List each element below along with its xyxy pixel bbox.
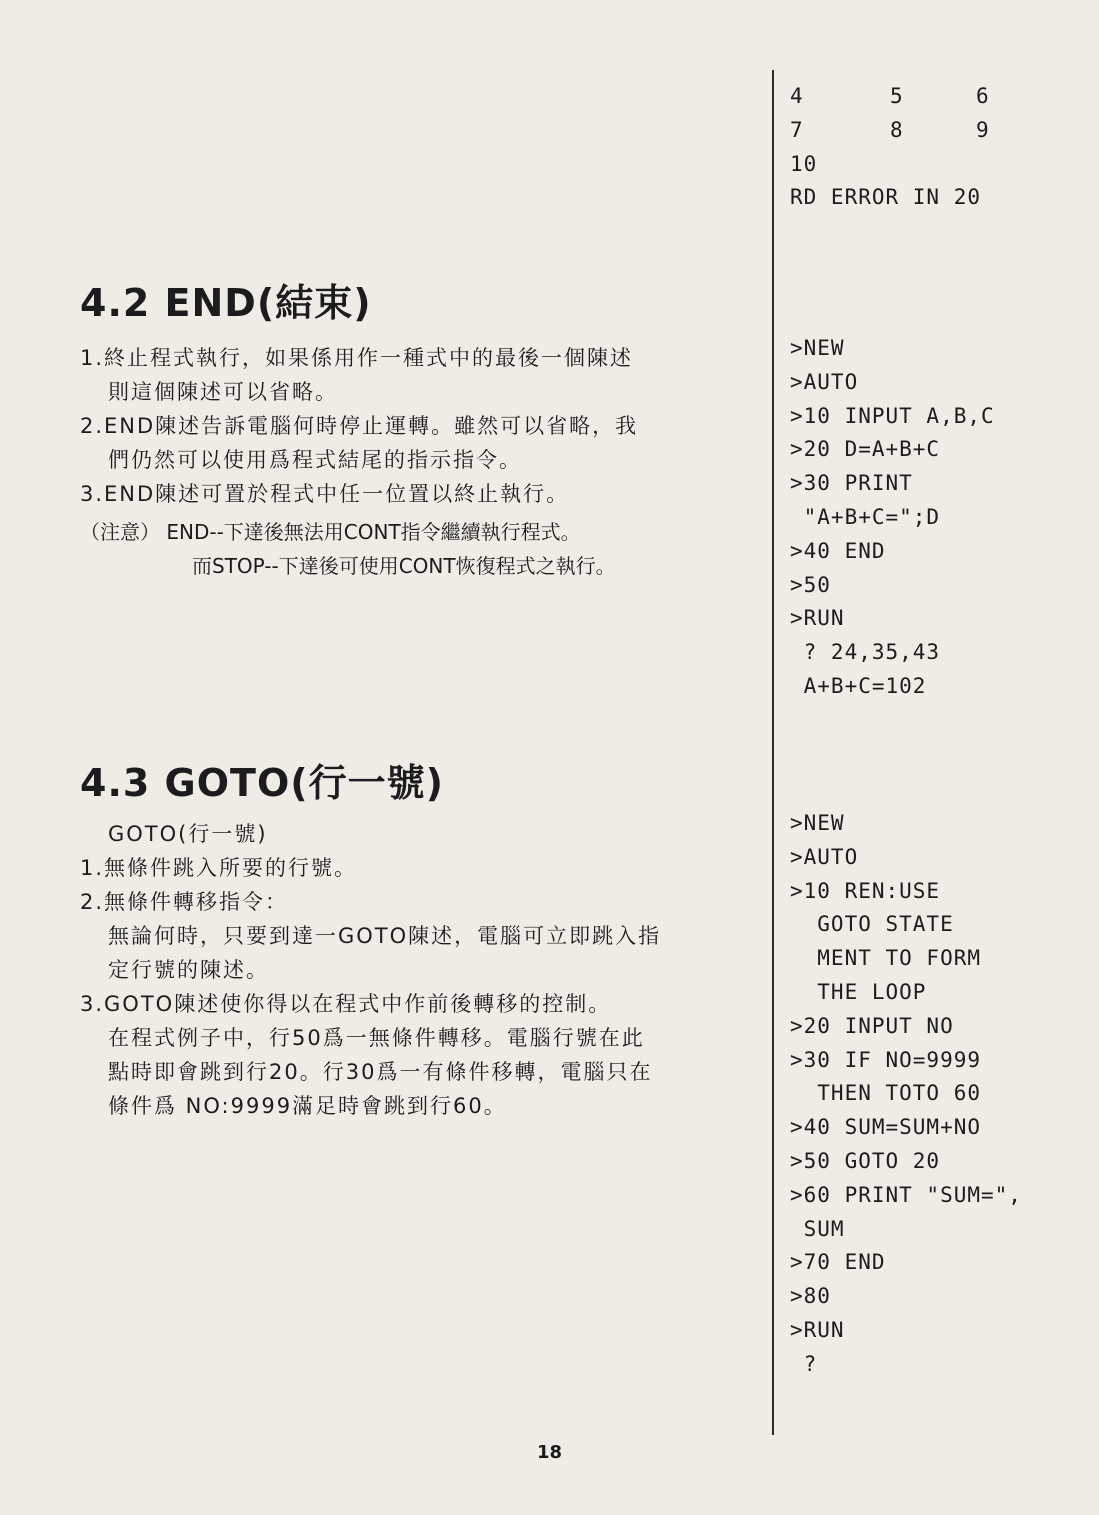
paragraph-line: 在程式例子中，行50爲一無條件轉移。電腦行號在此 bbox=[108, 1026, 645, 1050]
paragraph-line: 1.終止程式執行，如果係用作一種式中的最後一個陳述 bbox=[80, 346, 634, 370]
code-line: >NEW bbox=[790, 336, 845, 360]
code-line: >10 REN:USE bbox=[790, 878, 941, 903]
code-line: >RUN bbox=[790, 1317, 845, 1342]
code-line: >30 IF NO=9999 bbox=[790, 1047, 982, 1072]
top-code-block bbox=[790, 80, 1090, 215]
code-line: 10 bbox=[790, 151, 818, 176]
code-line: >AUTO bbox=[790, 844, 859, 869]
goto-code-block bbox=[790, 807, 1090, 1382]
code-line: >80 bbox=[790, 1284, 831, 1309]
paragraph-line: GOTO(行一號) bbox=[108, 822, 268, 846]
code-line: RD ERROR IN 20 bbox=[790, 185, 982, 210]
note-line: 而STOP--下達後可使用CONT恢復程式之執行。 bbox=[192, 554, 616, 578]
code-line: >RUN bbox=[790, 606, 845, 631]
code-line: THE LOOP bbox=[790, 979, 927, 1004]
paragraph-line: 們仍然可以使用爲程式結尾的指示指令。 bbox=[108, 448, 522, 472]
code-line: 4 5 6 bbox=[790, 84, 990, 108]
code-line: >20 INPUT NO bbox=[790, 1013, 954, 1038]
code-line: >30 PRINT bbox=[790, 471, 913, 496]
paragraph-line: 3.GOTO陳述使你得以在程式中作前後轉移的控制。 bbox=[80, 992, 612, 1016]
code-line: >NEW bbox=[790, 811, 845, 835]
code-line: "A+B+C=";D bbox=[790, 504, 941, 529]
column-divider bbox=[772, 70, 774, 1435]
code-line: >50 bbox=[790, 572, 831, 597]
note-line: （注意） END--下達後無法用CONT指令繼續執行程式。 bbox=[80, 520, 581, 544]
code-line: >20 D=A+B+C bbox=[790, 437, 941, 462]
code-line: >40 END bbox=[790, 538, 886, 563]
code-line: ? bbox=[790, 1351, 818, 1376]
code-line: MENT TO FORM bbox=[790, 946, 982, 971]
code-line: >AUTO bbox=[790, 369, 859, 394]
paragraph-line: 3.END陳述可置於程式中任一位置以終止執行。 bbox=[80, 482, 570, 506]
paragraph-line: 則這個陳述可以省略。 bbox=[108, 380, 338, 404]
code-line: A+B+C=102 bbox=[790, 673, 927, 698]
code-line: SUM bbox=[790, 1216, 845, 1241]
paragraph-line: 2.無條件轉移指令： bbox=[80, 890, 289, 914]
paragraph-line: 1.無條件跳入所要的行號。 bbox=[80, 856, 358, 880]
code-line: >70 END bbox=[790, 1250, 886, 1275]
code-line: >10 INPUT A,B,C bbox=[790, 403, 995, 428]
code-line: ? 24,35,43 bbox=[790, 640, 941, 665]
code-line: >50 GOTO 20 bbox=[790, 1148, 941, 1173]
code-line: >40 SUM=SUM+NO bbox=[790, 1115, 982, 1140]
note-label: （注意） bbox=[80, 520, 160, 544]
section-goto bbox=[80, 752, 760, 1123]
paragraph-line: 條件爲 NO:9999滿足時會跳到行60。 bbox=[108, 1094, 507, 1118]
section-title: 4.2 END(結束) bbox=[80, 281, 372, 325]
code-line: GOTO STATE bbox=[790, 912, 954, 937]
code-line: >60 PRINT "SUM=", bbox=[790, 1182, 1022, 1207]
code-line: 7 8 9 bbox=[790, 117, 990, 142]
paragraph-line: 定行號的陳述。 bbox=[108, 958, 269, 982]
section-end bbox=[80, 272, 760, 583]
paragraph-line: 2.END陳述告訴電腦何時停止運轉。雖然可以省略，我 bbox=[80, 414, 639, 438]
page-number: 18 bbox=[536, 1442, 563, 1463]
section-title: 4.3 GOTO(行一號) bbox=[80, 761, 444, 805]
paragraph-line: 點時即會跳到行20。行30爲一有條件移轉，電腦只在 bbox=[108, 1060, 653, 1084]
end-code-block bbox=[790, 332, 1090, 704]
code-line: THEN TOTO 60 bbox=[790, 1081, 982, 1106]
paragraph-line: 無論何時，只要到達一GOTO陳述，電腦可立即跳入指 bbox=[108, 924, 662, 948]
